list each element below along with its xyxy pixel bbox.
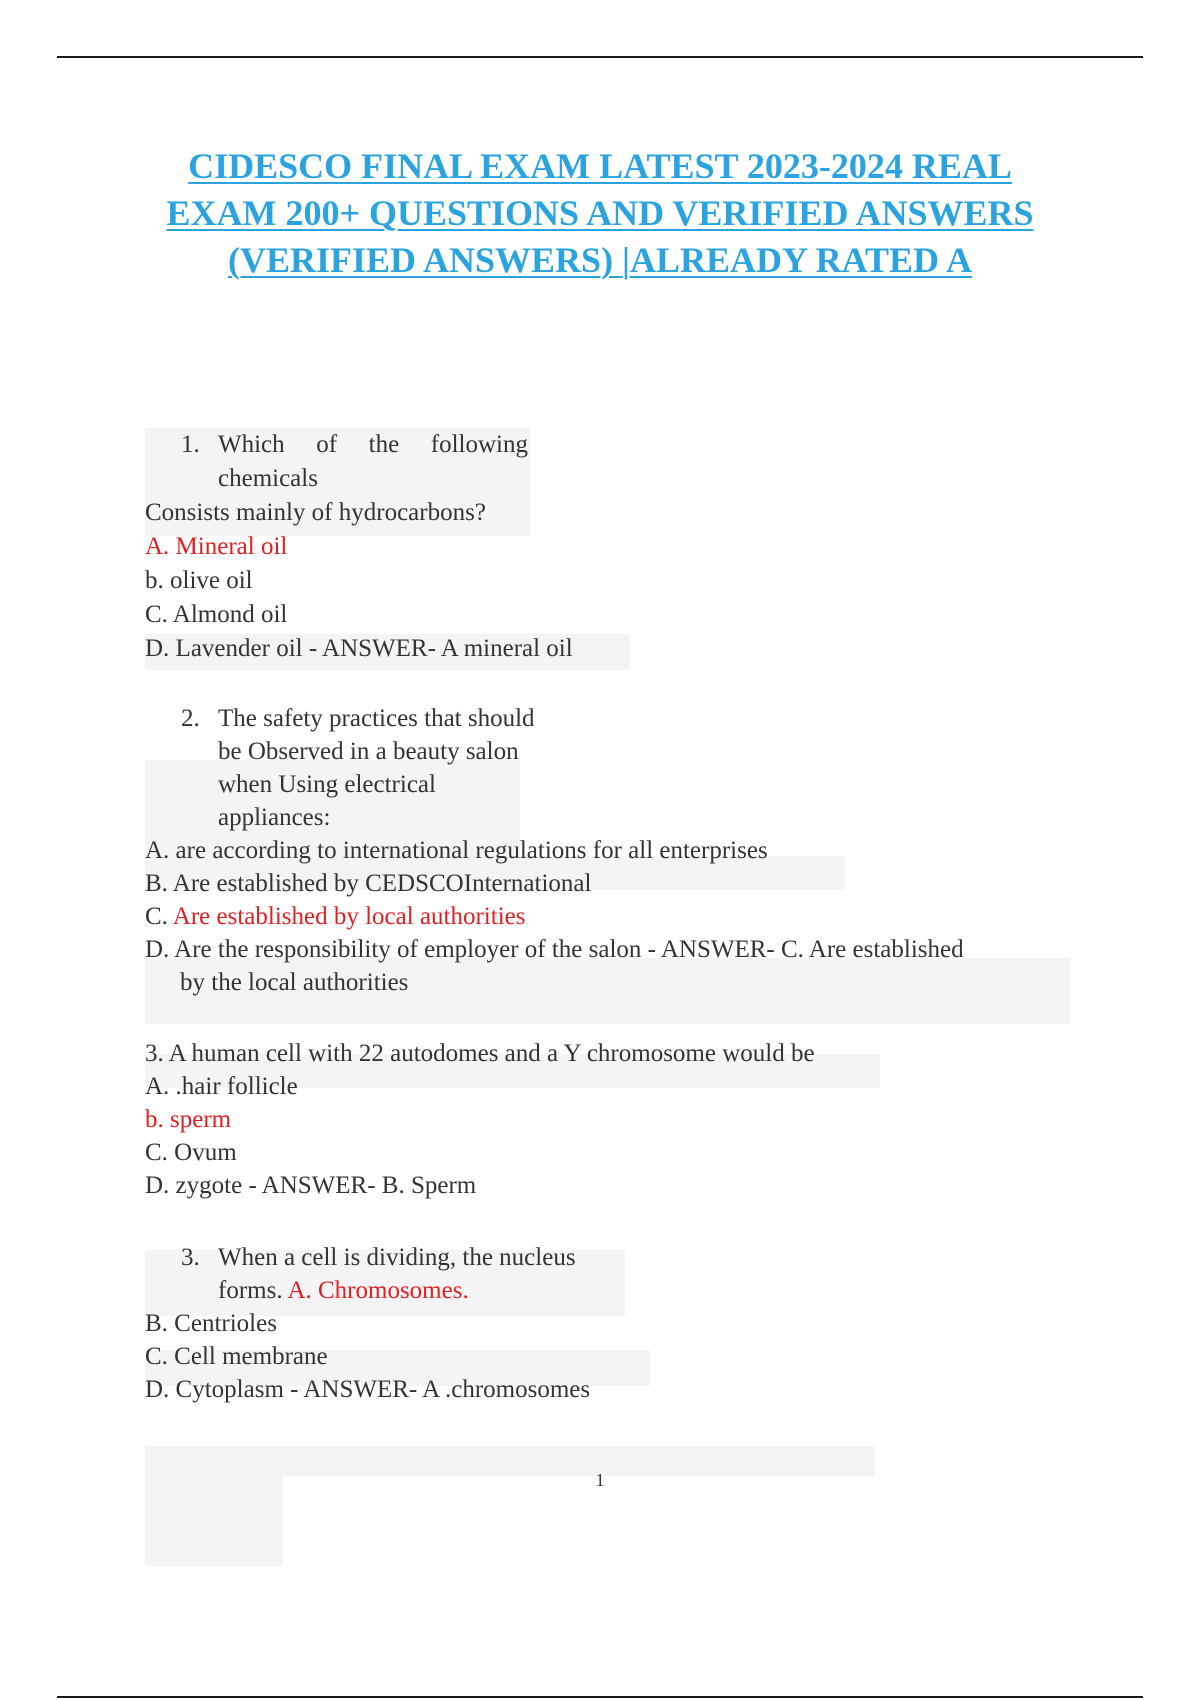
page-number: 1 xyxy=(595,1470,605,1490)
question-text: appliances: xyxy=(218,804,331,831)
question-text: Consists mainly of hydrocarbons? xyxy=(145,499,486,526)
question-text: 3. A human cell with 22 autodomes and a Y chromosome would be xyxy=(145,1040,815,1067)
question-text: When a cell is dividing, the nucleus xyxy=(218,1244,576,1271)
option: C. Ovum xyxy=(145,1139,237,1166)
correct-answer-text: Are established by local authorities xyxy=(172,903,526,930)
question-text: chemicals xyxy=(218,465,318,492)
option: C. Almond oil xyxy=(145,601,288,628)
question-text: be Observed in a beauty salon xyxy=(218,738,519,765)
question-word: the xyxy=(368,431,400,458)
correct-option: A. Mineral oil xyxy=(145,533,288,560)
option-with-answer: D. Lavender oil - ANSWER- A mineral oil xyxy=(145,635,573,662)
question-word: following xyxy=(430,431,528,458)
option: b. olive oil xyxy=(145,567,253,594)
option-with-answer: D. zygote - ANSWER- B. Sperm xyxy=(145,1172,477,1199)
option: A. .hair follicle xyxy=(145,1073,298,1100)
correct-option: A. Chromosomes. xyxy=(287,1277,469,1304)
top-rule xyxy=(57,56,1143,58)
question-4 xyxy=(145,1241,1075,1406)
bottom-rule xyxy=(57,1696,1143,1698)
option: B. Are established by CEDSCOInternational xyxy=(145,870,592,897)
title-line-3: (VERIFIED ANSWERS) |ALREADY RATED A xyxy=(227,240,973,280)
question-3 xyxy=(145,1037,1075,1202)
exam-content xyxy=(145,428,1075,1406)
title-line-1: CIDESCO FINAL EXAM LATEST 2023-2024 REAL xyxy=(188,146,1012,186)
option: C. Cell membrane xyxy=(145,1343,328,1370)
question-number: 1. xyxy=(181,431,200,458)
question-word: of xyxy=(316,431,338,458)
option: A. are according to international regulations for all enterprises xyxy=(145,837,768,864)
option-with-answer: D. Are the responsibility of employer of the salon - ANSWER- C. Are established xyxy=(145,936,964,963)
question-1 xyxy=(145,428,1075,666)
answer-continuation: by the local authorities xyxy=(180,969,409,996)
option: B. Centrioles xyxy=(145,1310,277,1337)
question-word: Which xyxy=(218,431,285,458)
correct-option xyxy=(145,900,1075,933)
option-with-answer: D. Cytoplasm - ANSWER- A .chromosomes xyxy=(145,1376,591,1403)
option-letter: C. xyxy=(145,903,173,930)
question-2 xyxy=(145,702,1075,999)
question-number: 2. xyxy=(181,705,200,732)
document-title xyxy=(100,143,1100,284)
question-text: The safety practices that should xyxy=(218,705,535,732)
title-line-2: EXAM 200+ QUESTIONS AND VERIFIED ANSWERS xyxy=(166,193,1034,233)
question-text: forms. xyxy=(218,1277,288,1304)
question-text: when Using electrical xyxy=(218,771,436,798)
question-number: 3. xyxy=(181,1244,200,1271)
correct-option: b. sperm xyxy=(145,1106,232,1133)
